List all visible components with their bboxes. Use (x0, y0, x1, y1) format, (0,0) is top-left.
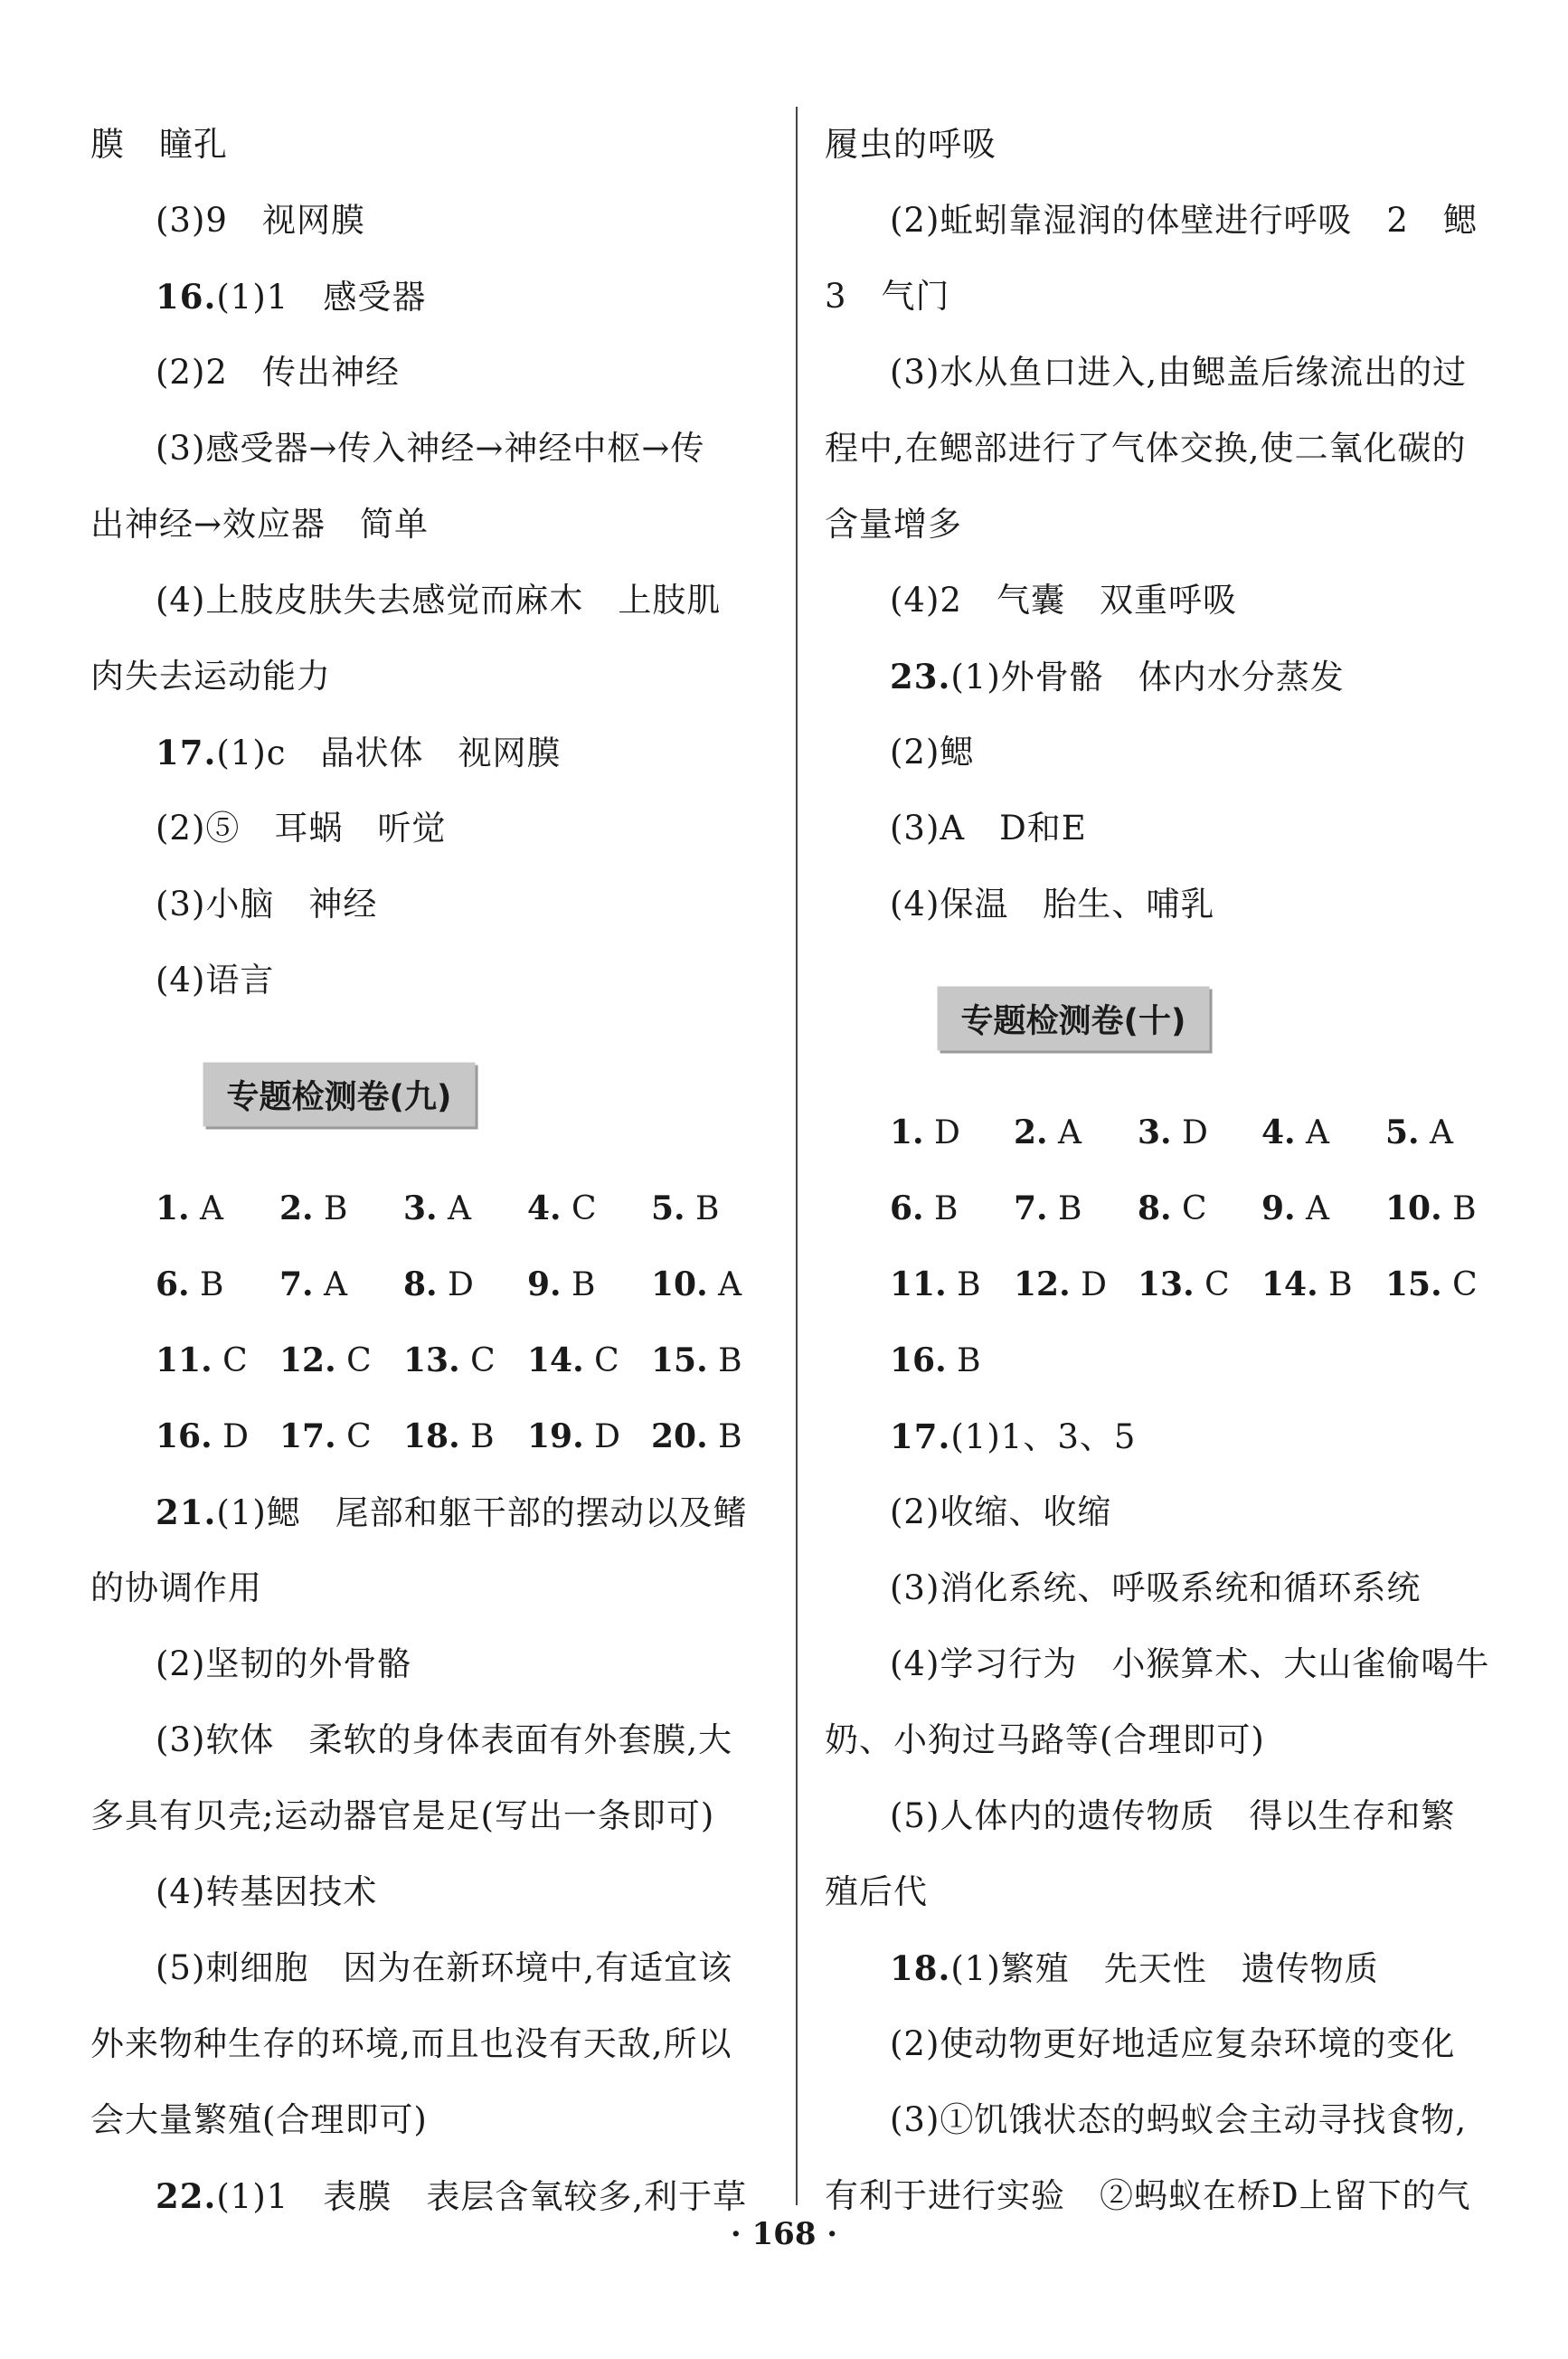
choice-answer (156, 1398, 279, 1474)
answer-text: (1)鳃 尾部和躯干部的摆动以及鳍 (216, 1493, 748, 1532)
column-divider (796, 107, 798, 2205)
answer-text: 出神经→效应器 简单 (90, 505, 430, 544)
choice-letter: B (571, 1266, 596, 1303)
question-number: 4. (1261, 1113, 1296, 1151)
section-heading: 专题检测卷(九) (203, 1063, 476, 1127)
question-number: 23. (890, 657, 951, 696)
question-number: 15. (1385, 1265, 1442, 1303)
choice-letter: D (1081, 1266, 1107, 1303)
choice-answer (156, 1322, 279, 1398)
choice-letter: B (200, 1266, 224, 1303)
answer-text: (5)刺细胞 因为在新环境中,有适宜该 (156, 1948, 733, 1987)
left-column (90, 107, 770, 2234)
answer-line (825, 1702, 1505, 1778)
answer-line (825, 563, 1505, 639)
answer-line (90, 943, 770, 1018)
question-number: 9. (527, 1265, 562, 1303)
answer-text: 奶、小狗过马路等(合理即可) (825, 1720, 1265, 1759)
question-number: 10. (1385, 1189, 1442, 1227)
question-number: 14. (1261, 1265, 1318, 1303)
answer-line (825, 1930, 1505, 2006)
choice-answer-row (825, 1170, 1505, 1246)
answer-text: 外来物种生存的环境,而且也没有天敌,所以 (90, 2024, 732, 2063)
question-number: 19. (527, 1417, 584, 1455)
answer-text: (2)使动物更好地适应复杂环境的变化 (890, 2024, 1456, 2063)
choice-answer (651, 1246, 775, 1322)
question-number: 17. (279, 1417, 336, 1455)
choice-letter: A (1306, 1114, 1330, 1151)
choice-answer (279, 1170, 403, 1246)
choice-answer (527, 1398, 651, 1474)
question-number: 22. (156, 2176, 217, 2216)
choice-letter: C (222, 1342, 248, 1379)
choice-letter: B (470, 1418, 495, 1455)
choice-letter: B (1058, 1190, 1082, 1227)
answer-line (90, 487, 770, 563)
answer-line (825, 1854, 1505, 1930)
choice-letter: B (957, 1342, 981, 1379)
choice-answer (890, 1094, 1014, 1170)
question-number: 13. (1138, 1265, 1195, 1303)
choice-answer (279, 1398, 403, 1474)
answer-line (90, 1778, 770, 1854)
answer-line (90, 1930, 770, 2006)
choice-answer-row (90, 1322, 770, 1398)
answer-line (825, 335, 1505, 411)
question-number: 6. (890, 1189, 924, 1227)
choice-answer (403, 1322, 527, 1398)
answer-text: (1)繁殖 先天性 遗传物质 (950, 1949, 1379, 1988)
answer-line (825, 2006, 1505, 2082)
answer-text: (3)①饥饿状态的蚂蚁会主动寻找食物, (890, 2100, 1468, 2139)
choice-answer (1014, 1246, 1138, 1322)
choice-answer-row (825, 1322, 1505, 1398)
choice-answer (1138, 1094, 1261, 1170)
question-number: 21. (156, 1492, 217, 1532)
answer-line (90, 867, 770, 943)
choice-answer (651, 1398, 775, 1474)
question-number: 16. (156, 277, 217, 317)
section-heading-row (825, 943, 1505, 1094)
answer-text: 履虫的呼吸 (825, 125, 997, 164)
choice-letter: B (1452, 1190, 1477, 1227)
answer-text: (1)1、3、5 (950, 1417, 1137, 1456)
answer-line (825, 183, 1505, 259)
question-number: 2. (1014, 1113, 1048, 1151)
choice-letter: C (346, 1418, 372, 1455)
choice-letter: B (718, 1342, 742, 1379)
answer-text: (2)鳃 (890, 733, 975, 772)
question-number: 1. (156, 1189, 190, 1227)
choice-letter: B (934, 1190, 959, 1227)
question-number: 8. (1138, 1189, 1172, 1227)
choice-answer (403, 1246, 527, 1322)
answer-line (90, 715, 770, 791)
choice-answer (1138, 1170, 1261, 1246)
answer-text: (3)消化系统、呼吸系统和循环系统 (890, 1568, 1422, 1607)
answer-line (90, 1474, 770, 1550)
choice-answer-row (90, 1246, 770, 1322)
choice-letter: A (718, 1266, 742, 1303)
choice-letter: D (934, 1114, 960, 1151)
answer-text: 膜 瞳孔 (90, 125, 228, 164)
choice-answer (403, 1170, 527, 1246)
choice-answer (156, 1170, 279, 1246)
answer-line (825, 791, 1505, 867)
answer-line (90, 335, 770, 411)
question-number: 18. (403, 1417, 460, 1455)
answer-line (90, 259, 770, 335)
question-number: 9. (1261, 1189, 1296, 1227)
choice-answer-row (90, 1170, 770, 1246)
choice-letter: D (594, 1418, 620, 1455)
choice-answer (527, 1322, 651, 1398)
answer-text: 多具有贝壳;运动器官是足(写出一条即可) (90, 1796, 715, 1835)
question-number: 1. (890, 1113, 924, 1151)
answer-text: 肉失去运动能力 (90, 657, 331, 696)
answer-line (90, 183, 770, 259)
answer-text: (1)c 晶状体 视网膜 (216, 734, 562, 772)
section-heading: 专题检测卷(十) (938, 987, 1210, 1051)
answer-line (825, 487, 1505, 563)
answer-line (90, 411, 770, 487)
question-number: 3. (403, 1189, 438, 1227)
answer-text: (4)语言 (156, 961, 275, 999)
choice-answer (890, 1246, 1014, 1322)
question-number: 13. (403, 1341, 460, 1379)
choice-answer (1261, 1094, 1385, 1170)
choice-answer (403, 1398, 527, 1474)
answer-text: (2)2 传出神经 (156, 353, 400, 392)
choice-answer (651, 1170, 775, 1246)
question-number: 12. (279, 1341, 336, 1379)
choice-letter: C (1452, 1266, 1478, 1303)
choice-letter: B (695, 1190, 720, 1227)
answer-line (825, 1398, 1505, 1474)
question-number: 5. (651, 1189, 685, 1227)
answer-line (825, 2082, 1505, 2158)
choice-answer (156, 1246, 279, 1322)
answer-line (825, 107, 1505, 183)
question-number: 3. (1138, 1113, 1172, 1151)
answer-line (825, 1474, 1505, 1550)
answer-line (825, 639, 1505, 715)
question-number: 20. (651, 1417, 708, 1455)
answer-line (825, 259, 1505, 335)
answer-text: (4)学习行为 小猴算术、大山雀偷喝牛 (890, 1644, 1490, 1683)
choice-answer-row (825, 1094, 1505, 1170)
choice-answer (1014, 1094, 1138, 1170)
answer-text: (1)1 表膜 表层含氧较多,利于草 (216, 2177, 748, 2216)
answer-line (90, 2006, 770, 2082)
question-number: 15. (651, 1341, 708, 1379)
choice-letter: A (324, 1266, 348, 1303)
answer-line (90, 563, 770, 639)
choice-answer (527, 1170, 651, 1246)
right-column (825, 107, 1505, 2234)
answer-text: (3)感受器→传入神经→神经中枢→传 (156, 429, 705, 468)
choice-answer-row (825, 1246, 1505, 1322)
question-number: 17. (156, 733, 217, 772)
answer-text: (3)水从鱼口进入,由鳃盖后缘流出的过 (890, 353, 1468, 392)
choice-letter: A (1430, 1114, 1454, 1151)
answer-text: 殖后代 (825, 1872, 928, 1911)
question-number: 16. (890, 1341, 947, 1379)
answer-line (90, 1854, 770, 1930)
choice-letter: B (324, 1190, 348, 1227)
question-number: 8. (403, 1265, 438, 1303)
answer-line (825, 715, 1505, 791)
choice-answer (1261, 1170, 1385, 1246)
answer-text: (3)9 视网膜 (156, 201, 365, 240)
question-number: 7. (1014, 1189, 1048, 1227)
choice-answer (890, 1170, 1014, 1246)
question-number: 14. (527, 1341, 584, 1379)
answer-text: (2)⑤ 耳蜗 听觉 (156, 809, 447, 848)
choice-answer (279, 1322, 403, 1398)
answer-text: 含量增多 (825, 505, 962, 544)
answer-line (90, 107, 770, 183)
choice-letter: D (1182, 1114, 1208, 1151)
choice-letter: A (200, 1190, 224, 1227)
answer-text: 会大量繁殖(合理即可) (90, 2100, 428, 2139)
answer-text: (4)上肢皮肤失去感觉而麻木 上肢肌 (156, 581, 722, 620)
answer-line (90, 1550, 770, 1626)
question-number: 11. (890, 1265, 947, 1303)
answer-text: (3)软体 柔软的身体表面有外套膜,大 (156, 1720, 733, 1759)
answer-line (90, 2082, 770, 2158)
answer-text: (2)收缩、收缩 (890, 1492, 1112, 1531)
answer-text: (2)坚韧的外骨骼 (156, 1644, 412, 1683)
choice-letter: A (448, 1190, 472, 1227)
answer-text: (4)2 气囊 双重呼吸 (890, 581, 1237, 620)
answer-line (90, 1702, 770, 1778)
choice-letter: C (346, 1342, 372, 1379)
choice-answer (527, 1246, 651, 1322)
choice-letter: C (1204, 1266, 1230, 1303)
answer-text: (2)蚯蚓靠湿润的体壁进行呼吸 2 鳃 (890, 201, 1478, 240)
question-number: 18. (890, 1948, 951, 1988)
answer-text: (1)外骨骼 体内水分蒸发 (950, 658, 1345, 696)
answer-text: 程中,在鳃部进行了气体交换,使二氧化碳的 (825, 429, 1467, 468)
choice-answer (890, 1322, 1014, 1398)
choice-answer (1261, 1246, 1385, 1322)
choice-letter: B (957, 1266, 981, 1303)
choice-answer (1014, 1170, 1138, 1246)
choice-letter: D (222, 1418, 249, 1455)
answer-line (825, 1626, 1505, 1702)
question-number: 11. (156, 1341, 213, 1379)
question-number: 12. (1014, 1265, 1071, 1303)
answer-text: (3)A D和E (890, 809, 1087, 848)
choice-answer-row (90, 1398, 770, 1474)
choice-letter: A (1306, 1190, 1330, 1227)
answer-text: 的协调作用 (90, 1568, 262, 1607)
question-number: 6. (156, 1265, 190, 1303)
answer-text: (4)转基因技术 (156, 1872, 378, 1911)
answer-text: 3 气门 (825, 277, 950, 316)
answer-line (825, 1550, 1505, 1626)
answer-line (825, 1778, 1505, 1854)
answer-line (825, 411, 1505, 487)
choice-answer (1385, 1094, 1509, 1170)
answer-text: 有利于进行实验 ②蚂蚁在桥D上留下的气 (825, 2176, 1471, 2215)
choice-letter: C (594, 1342, 619, 1379)
answer-line (90, 791, 770, 867)
question-number: 17. (890, 1416, 951, 1456)
choice-letter: A (1058, 1114, 1082, 1151)
question-number: 16. (156, 1417, 213, 1455)
answer-text: (1)1 感受器 (216, 278, 427, 317)
question-number: 7. (279, 1265, 314, 1303)
choice-answer (651, 1322, 775, 1398)
answer-line (825, 867, 1505, 943)
question-number: 5. (1385, 1113, 1420, 1151)
answer-text: (4)保温 胎生、哺乳 (890, 885, 1215, 924)
choice-answer (279, 1246, 403, 1322)
choice-answer (1385, 1246, 1509, 1322)
answer-line (90, 639, 770, 715)
choice-letter: C (1182, 1190, 1207, 1227)
answer-text: (5)人体内的遗传物质 得以生存和繁 (890, 1796, 1456, 1835)
page-number: · 168 · (730, 2216, 838, 2252)
answer-line (90, 1626, 770, 1702)
choice-letter: D (448, 1266, 474, 1303)
section-heading-row (90, 1018, 770, 1170)
choice-answer (1138, 1246, 1261, 1322)
answer-text: (3)小脑 神经 (156, 885, 378, 924)
choice-letter: B (718, 1418, 742, 1455)
question-number: 10. (651, 1265, 708, 1303)
question-number: 4. (527, 1189, 562, 1227)
choice-answer (1385, 1170, 1509, 1246)
question-number: 2. (279, 1189, 314, 1227)
choice-letter: B (1328, 1266, 1353, 1303)
choice-letter: C (470, 1342, 496, 1379)
choice-letter: C (571, 1190, 597, 1227)
